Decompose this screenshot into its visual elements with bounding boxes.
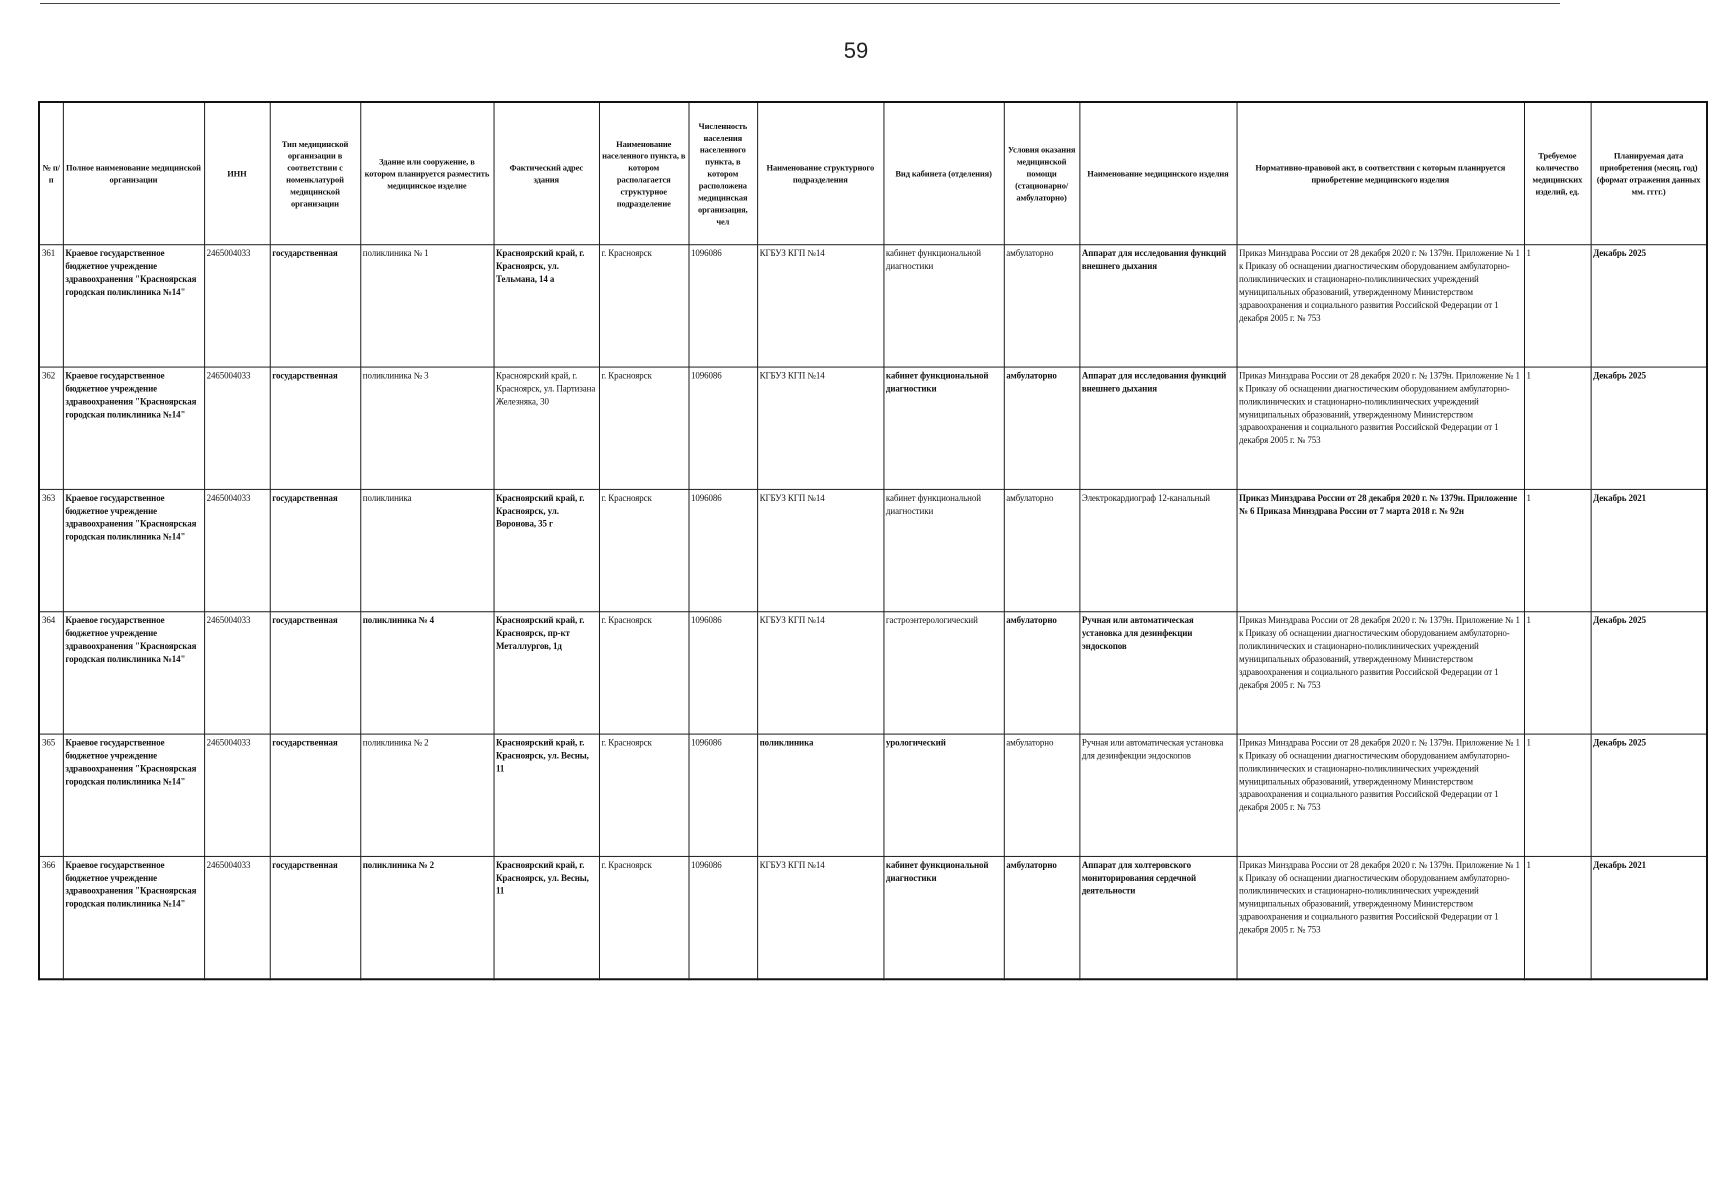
cell-date: Декабрь 2025 (1591, 734, 1707, 856)
cell-locality: г. Красноярск (599, 367, 689, 489)
cell-num: 366 (39, 856, 63, 979)
col-header-inn: ИНН (204, 102, 270, 245)
cell-org: Краевое государственное бюджетное учреждение здравоохранения "Красноярская городская поликлиника №14" (63, 489, 204, 611)
cell-date: Декабрь 2025 (1591, 245, 1707, 367)
cell-device: Ручная или автоматическая установка для дезинфекции эндоскопов (1079, 734, 1236, 856)
cell-act: Приказ Минздрава России от 28 декабря 2020 г. № 1379н. Приложение № 1 к Приказу об оснащении диагностическим оборудованием амбулаторно-поликлинических и стационарно-поликлинических учреждений муниципальных образований, утвержденному Министерством здравоохранения и социального развития Российской Федерации от 1 декабря 2005 г. № 753 (1237, 245, 1524, 367)
cell-act: Приказ Минздрава России от 28 декабря 2020 г. № 1379н. Приложение № 1 к Приказу об оснащении диагностическим оборудованием амбулаторно-поликлинических и стационарно-поликлинических учреждений муниципальных образований, утвержденному Министерством здравоохранения и социального развития Российской Федерации от 1 декабря 2005 г. № 753 (1237, 734, 1524, 856)
col-header-device: Наименование медицинского изделия (1079, 102, 1236, 245)
cell-num: 362 (39, 367, 63, 489)
cell-cabinet: кабинет функциональной диагностики (883, 489, 1003, 611)
cell-act: Приказ Минздрава России от 28 декабря 2020 г. № 1379н. Приложение № 1 к Приказу об оснащении диагностическим оборудованием амбулаторно-поликлинических и стационарно-поликлинических учреждений муниципальных образований, утвержденному Министерством здравоохранения и социального развития Российской Федерации от 1 декабря 2005 г. № 753 (1237, 612, 1524, 734)
cell-locality: г. Красноярск (599, 245, 689, 367)
cell-conditions: амбулаторно (1004, 367, 1080, 489)
cell-building: поликлиника (360, 489, 493, 611)
cell-device: Аппарат для исследования функций внешнего дыхания (1079, 367, 1236, 489)
cell-address: Красноярский край, г. Красноярск, ул. Тельмана, 14 а (494, 245, 599, 367)
cell-unit: КГБУЗ КГП №14 (757, 367, 883, 489)
cell-act: Приказ Минздрава России от 28 декабря 2020 г. № 1379н. Приложение № 1 к Приказу об оснащении диагностическим оборудованием амбулаторно-поликлинических и стационарно-поликлинических учреждений муниципальных образований, утвержденному Министерством здравоохранения и социального развития Российской Федерации от 1 декабря 2005 г. № 753 (1237, 856, 1524, 979)
cell-locality: г. Красноярск (599, 612, 689, 734)
cell-type: государственная (270, 612, 361, 734)
cell-inn: 2465004033 (204, 856, 270, 979)
cell-address: Красноярский край, г. Красноярск, ул. Воронова, 35 г (494, 489, 599, 611)
cell-device: Ручная или автоматическая установка для дезинфекции эндоскопов (1079, 612, 1236, 734)
cell-date: Декабрь 2021 (1591, 856, 1707, 979)
cell-address: Красноярский край, г. Красноярск, ул. Весны, 11 (494, 734, 599, 856)
col-header-cabinet: Вид кабинета (отделения) (883, 102, 1003, 245)
cell-org: Краевое государственное бюджетное учреждение здравоохранения "Красноярская городская поликлиника №14" (63, 245, 204, 367)
cell-unit: поликлиника (757, 734, 883, 856)
cell-qty: 1 (1524, 734, 1591, 856)
top-rule (40, 3, 1560, 4)
cell-org: Краевое государственное бюджетное учреждение здравоохранения "Красноярская городская поликлиника №14" (63, 856, 204, 979)
table-header-row (39, 102, 1707, 245)
cell-unit: КГБУЗ КГП №14 (757, 245, 883, 367)
cell-conditions: амбулаторно (1004, 612, 1080, 734)
cell-device: Аппарат для исследования функций внешнего дыхания (1079, 245, 1236, 367)
cell-conditions: амбулаторно (1004, 245, 1080, 367)
table-row (39, 367, 1707, 489)
table-row (39, 489, 1707, 611)
procurement-table (38, 101, 1708, 980)
cell-unit: КГБУЗ КГП №14 (757, 612, 883, 734)
cell-conditions: амбулаторно (1004, 489, 1080, 611)
cell-conditions: амбулаторно (1004, 856, 1080, 979)
cell-num: 364 (39, 612, 63, 734)
cell-org: Краевое государственное бюджетное учреждение здравоохранения "Красноярская городская поликлиника №14" (63, 612, 204, 734)
cell-address: Красноярский край, г. Красноярск, ул. Весны, 11 (494, 856, 599, 979)
cell-date: Декабрь 2021 (1591, 489, 1707, 611)
col-header-unit: Наименование структурного подразделения (757, 102, 883, 245)
table-row (39, 734, 1707, 856)
cell-unit: КГБУЗ КГП №14 (757, 489, 883, 611)
cell-device: Аппарат для холтеровского мониторирования сердечной деятельности (1079, 856, 1236, 979)
cell-address: Красноярский край, г. Красноярск, пр-кт Металлургов, 1д (494, 612, 599, 734)
table-row (39, 612, 1707, 734)
table-row (39, 245, 1707, 367)
cell-population: 1096086 (688, 734, 757, 856)
col-header-num: № п/п (39, 102, 63, 245)
cell-type: государственная (270, 367, 361, 489)
cell-address: Красноярский край, г. Красноярск, ул. Партизана Железняка, 30 (494, 367, 599, 489)
col-header-conditions: Условия оказания медицинской помощи (стационарно/ амбулаторно) (1004, 102, 1080, 245)
cell-locality: г. Красноярск (599, 489, 689, 611)
col-header-date: Планируемая дата приобретения (месяц, год) (формат отражения данных мм. гггг.) (1591, 102, 1707, 245)
cell-type: государственная (270, 734, 361, 856)
cell-qty: 1 (1524, 489, 1591, 611)
cell-locality: г. Красноярск (599, 734, 689, 856)
cell-type: государственная (270, 856, 361, 979)
cell-population: 1096086 (688, 245, 757, 367)
cell-date: Декабрь 2025 (1591, 367, 1707, 489)
col-header-locality: Наименование населенного пункта, в котором располагается структурное подразделение (599, 102, 689, 245)
cell-num: 365 (39, 734, 63, 856)
cell-locality: г. Красноярск (599, 856, 689, 979)
cell-cabinet: гастроэнтерологический (883, 612, 1003, 734)
cell-population: 1096086 (688, 489, 757, 611)
col-header-address: Фактический адрес здания (494, 102, 599, 245)
cell-qty: 1 (1524, 856, 1591, 979)
cell-act: Приказ Минздрава России от 28 декабря 2020 г. № 1379н. Приложение № 6 Приказа Минздрава России от 7 марта 2018 г. № 92н (1237, 489, 1524, 611)
cell-num: 363 (39, 489, 63, 611)
col-header-building: Здание или сооружение, в котором планируется разместить медицинское изделие (360, 102, 493, 245)
col-header-act: Нормативно-правовой акт, в соответствии с которым планируется приобретение медицинского изделия (1237, 102, 1524, 245)
cell-population: 1096086 (688, 612, 757, 734)
table-row (39, 856, 1707, 979)
cell-inn: 2465004033 (204, 367, 270, 489)
cell-qty: 1 (1524, 245, 1591, 367)
cell-building: поликлиника № 4 (360, 612, 493, 734)
cell-population: 1096086 (688, 856, 757, 979)
col-header-org: Полное наименование медицинской организации (63, 102, 204, 245)
cell-building: поликлиника № 2 (360, 856, 493, 979)
cell-inn: 2465004033 (204, 489, 270, 611)
page-number: 59 (843, 38, 869, 63)
col-header-population: Численность населения населенного пункта, в котором расположена медицинская организация, чел (688, 102, 757, 245)
cell-org: Краевое государственное бюджетное учреждение здравоохранения "Красноярская городская поликлиника №14" (63, 367, 204, 489)
cell-cabinet: кабинет функциональной диагностики (883, 367, 1003, 489)
cell-org: Краевое государственное бюджетное учреждение здравоохранения "Красноярская городская поликлиника №14" (63, 734, 204, 856)
col-header-type: Тип медицинской организации в соответствии с номенклатурой медицинской организации (270, 102, 361, 245)
cell-cabinet: кабинет функциональной диагностики (883, 856, 1003, 979)
cell-building: поликлиника № 3 (360, 367, 493, 489)
cell-cabinet: урологический (883, 734, 1003, 856)
cell-act: Приказ Минздрава России от 28 декабря 2020 г. № 1379н. Приложение № 1 к Приказу об оснащении диагностическим оборудованием амбулаторно-поликлинических и стационарно-поликлинических учреждений муниципальных образований, утвержденному Министерством здравоохранения и социального развития Российской Федерации от 1 декабря 2005 г. № 753 (1237, 367, 1524, 489)
cell-type: государственная (270, 489, 361, 611)
cell-date: Декабрь 2025 (1591, 612, 1707, 734)
cell-num: 361 (39, 245, 63, 367)
cell-conditions: амбулаторно (1004, 734, 1080, 856)
cell-device: Электрокардиограф 12-канальный (1079, 489, 1236, 611)
cell-inn: 2465004033 (204, 245, 270, 367)
cell-inn: 2465004033 (204, 612, 270, 734)
cell-building: поликлиника № 2 (360, 734, 493, 856)
cell-cabinet: кабинет функциональной диагностики (883, 245, 1003, 367)
cell-qty: 1 (1524, 612, 1591, 734)
col-header-qty: Требуемое количество медицинских изделий, ед. (1524, 102, 1591, 245)
cell-type: государственная (270, 245, 361, 367)
cell-inn: 2465004033 (204, 734, 270, 856)
cell-qty: 1 (1524, 367, 1591, 489)
cell-building: поликлиника № 1 (360, 245, 493, 367)
cell-population: 1096086 (688, 367, 757, 489)
cell-unit: КГБУЗ КГП №14 (757, 856, 883, 979)
